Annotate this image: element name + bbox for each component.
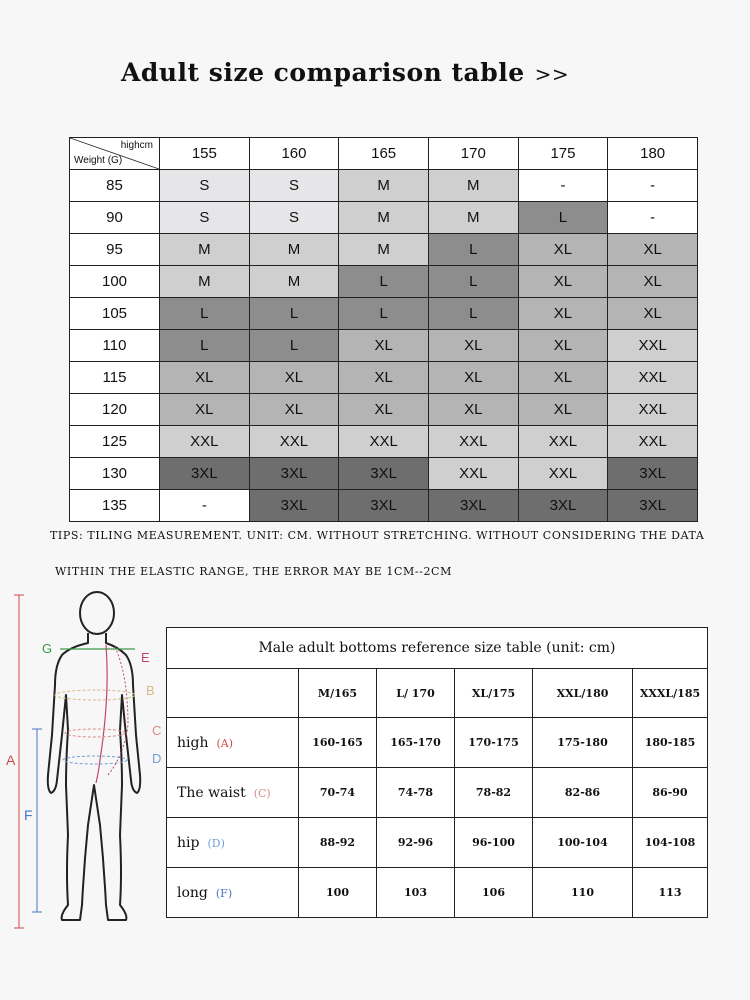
size-cell: XL [249, 362, 339, 394]
height-header-170: 170 [428, 138, 518, 170]
size-cell: M [339, 170, 429, 202]
size-cell: XL [160, 394, 250, 426]
label-g: G [42, 641, 53, 656]
size-row [70, 298, 698, 330]
size-cell: XL [339, 394, 429, 426]
size-comparison-table [69, 137, 698, 522]
bottoms-value-cell: 86-90 [633, 768, 708, 818]
weight-label: 85 [70, 170, 160, 202]
bottoms-value-cell: 78-82 [455, 768, 533, 818]
size-cell: XXL [518, 426, 608, 458]
title-arrows: >> [534, 62, 570, 86]
size-cell: 3XL [339, 490, 429, 522]
bottoms-column-header: M/165 [299, 669, 377, 718]
label-d: D [152, 751, 162, 766]
size-cell: M [428, 170, 518, 202]
height-header-175: 175 [518, 138, 608, 170]
weight-label: 110 [70, 330, 160, 362]
size-cell: 3XL [160, 458, 250, 490]
size-cell: L [518, 202, 608, 234]
size-cell: XL [428, 362, 518, 394]
size-cell: M [428, 202, 518, 234]
measure-code: (D) [207, 836, 225, 850]
bottoms-value-cell: 104-108 [633, 818, 708, 868]
measure-code: (F) [215, 886, 233, 900]
weight-label: 130 [70, 458, 160, 490]
size-cell: XL [518, 394, 608, 426]
size-cell: L [428, 266, 518, 298]
size-cell: XXL [160, 426, 250, 458]
bottoms-value-cell: 70-74 [299, 768, 377, 818]
bottoms-value-cell: 160-165 [299, 718, 377, 768]
size-cell: XL [518, 266, 608, 298]
size-cell: XXL [608, 330, 698, 362]
size-cell: S [249, 202, 339, 234]
size-cell: M [249, 234, 339, 266]
bottoms-header-blank [167, 669, 299, 718]
size-cell: XXL [518, 458, 608, 490]
size-cell: XL [339, 330, 429, 362]
size-table-header-row [70, 138, 698, 170]
size-row [70, 362, 698, 394]
size-row [70, 266, 698, 298]
size-cell: S [160, 202, 250, 234]
bottoms-value-cell: 110 [533, 868, 633, 918]
weight-label: 95 [70, 234, 160, 266]
size-cell: 3XL [428, 490, 518, 522]
size-cell: M [249, 266, 339, 298]
label-e: E [141, 650, 150, 665]
bottoms-value-cell: 106 [455, 868, 533, 918]
size-row [70, 234, 698, 266]
size-cell: 3XL [608, 490, 698, 522]
label-a: A [6, 752, 16, 768]
size-cell: XL [249, 394, 339, 426]
arm-measure-line [108, 647, 128, 775]
size-cell: L [249, 298, 339, 330]
bottoms-row [167, 718, 708, 768]
size-cell: - [608, 170, 698, 202]
label-b: B [146, 683, 155, 698]
size-cell: M [160, 234, 250, 266]
size-cell: S [160, 170, 250, 202]
size-cell: XXL [428, 458, 518, 490]
weight-label: 100 [70, 266, 160, 298]
weight-label: 125 [70, 426, 160, 458]
size-cell: 3XL [518, 490, 608, 522]
size-cell: XL [518, 298, 608, 330]
size-cell: 3XL [249, 490, 339, 522]
label-f: F [24, 807, 33, 823]
height-header-160: 160 [249, 138, 339, 170]
weight-label: 120 [70, 394, 160, 426]
bottoms-row-label [167, 718, 299, 768]
size-cell: L [249, 330, 339, 362]
bottoms-caption-row [167, 628, 708, 669]
size-row [70, 202, 698, 234]
size-cell: - [608, 202, 698, 234]
bottoms-value-cell: 165-170 [377, 718, 455, 768]
size-cell: XXL [428, 426, 518, 458]
size-cell: XL [608, 234, 698, 266]
corner-height-label: highcm [120, 140, 153, 151]
page-title [121, 58, 569, 87]
measure-name: high [177, 734, 209, 751]
size-row [70, 170, 698, 202]
bottoms-value-cell: 170-175 [455, 718, 533, 768]
size-cell: XXL [249, 426, 339, 458]
bottoms-value-cell: 103 [377, 868, 455, 918]
tip-line-2: WITHIN THE ELASTIC RANGE, THE ERROR MAY BE 1CM--2CM [55, 565, 452, 578]
size-cell: XL [428, 394, 518, 426]
bottoms-value-cell: 88-92 [299, 818, 377, 868]
corner-weight-label: Weight (G) [74, 155, 123, 166]
measure-code: (C) [253, 786, 271, 800]
size-row [70, 330, 698, 362]
bottoms-column-header: XL/175 [455, 669, 533, 718]
size-row [70, 490, 698, 522]
size-cell: L [339, 298, 429, 330]
measure-name: The waist [177, 784, 246, 801]
size-cell: XL [608, 298, 698, 330]
bottoms-size-table [166, 627, 708, 918]
size-row [70, 426, 698, 458]
size-cell: XL [518, 330, 608, 362]
bottoms-table-caption: Male adult bottoms reference size table (unit: cm) [167, 628, 708, 669]
size-cell: XL [160, 362, 250, 394]
title-text: Adult size comparison table [121, 58, 525, 87]
weight-label: 115 [70, 362, 160, 394]
size-cell: XL [428, 330, 518, 362]
bottoms-row-label [167, 768, 299, 818]
tip-line-1: TIPS: TILING MEASUREMENT. UNIT: CM. WITHOUT STRETCHING. WITHOUT CONSIDERING THE DATA [50, 529, 705, 542]
bottoms-row-label [167, 868, 299, 918]
weight-label: 105 [70, 298, 160, 330]
size-cell: L [428, 234, 518, 266]
bottoms-value-cell: 96-100 [455, 818, 533, 868]
size-cell: M [160, 266, 250, 298]
bottoms-value-cell: 82-86 [533, 768, 633, 818]
bottoms-value-cell: 100-104 [533, 818, 633, 868]
size-row [70, 394, 698, 426]
size-cell: XL [608, 266, 698, 298]
bottoms-value-cell: 100 [299, 868, 377, 918]
bottoms-value-cell: 180-185 [633, 718, 708, 768]
size-cell: L [428, 298, 518, 330]
size-cell: XXL [608, 394, 698, 426]
size-cell: - [518, 170, 608, 202]
bottoms-value-cell: 92-96 [377, 818, 455, 868]
height-header-155: 155 [160, 138, 250, 170]
weight-label: 135 [70, 490, 160, 522]
size-cell: XXL [339, 426, 429, 458]
height-header-180: 180 [608, 138, 698, 170]
size-cell: L [160, 298, 250, 330]
size-cell: - [160, 490, 250, 522]
measure-name: hip [177, 834, 200, 851]
weight-label: 90 [70, 202, 160, 234]
size-cell: 3XL [608, 458, 698, 490]
size-cell: XL [518, 234, 608, 266]
size-cell: S [249, 170, 339, 202]
inseam-curve [96, 645, 107, 783]
bottoms-value-cell: 74-78 [377, 768, 455, 818]
height-header-165: 165 [339, 138, 429, 170]
bottoms-row-label [167, 818, 299, 868]
bottoms-header-row [167, 669, 708, 718]
bottoms-column-header: XXL/180 [533, 669, 633, 718]
table-corner-cell [70, 138, 160, 170]
measure-code: (A) [216, 736, 234, 750]
bottoms-value-cell: 113 [633, 868, 708, 918]
size-cell: 3XL [249, 458, 339, 490]
size-cell: XL [518, 362, 608, 394]
size-row [70, 458, 698, 490]
size-cell: M [339, 234, 429, 266]
size-cell: XXL [608, 362, 698, 394]
size-cell: L [339, 266, 429, 298]
bottoms-row [167, 868, 708, 918]
bottoms-value-cell: 175-180 [533, 718, 633, 768]
size-cell: M [339, 202, 429, 234]
size-cell: XXL [608, 426, 698, 458]
bottoms-row [167, 818, 708, 868]
size-cell: 3XL [339, 458, 429, 490]
bottoms-column-header: XXXL/185 [633, 669, 708, 718]
measure-name: long [177, 884, 208, 901]
waist-measure-line [65, 729, 125, 737]
label-c: C [152, 723, 162, 738]
bottoms-row [167, 768, 708, 818]
size-cell: L [160, 330, 250, 362]
bottoms-column-header: L/ 170 [377, 669, 455, 718]
body-measurement-figure [0, 585, 165, 930]
size-cell: XL [339, 362, 429, 394]
